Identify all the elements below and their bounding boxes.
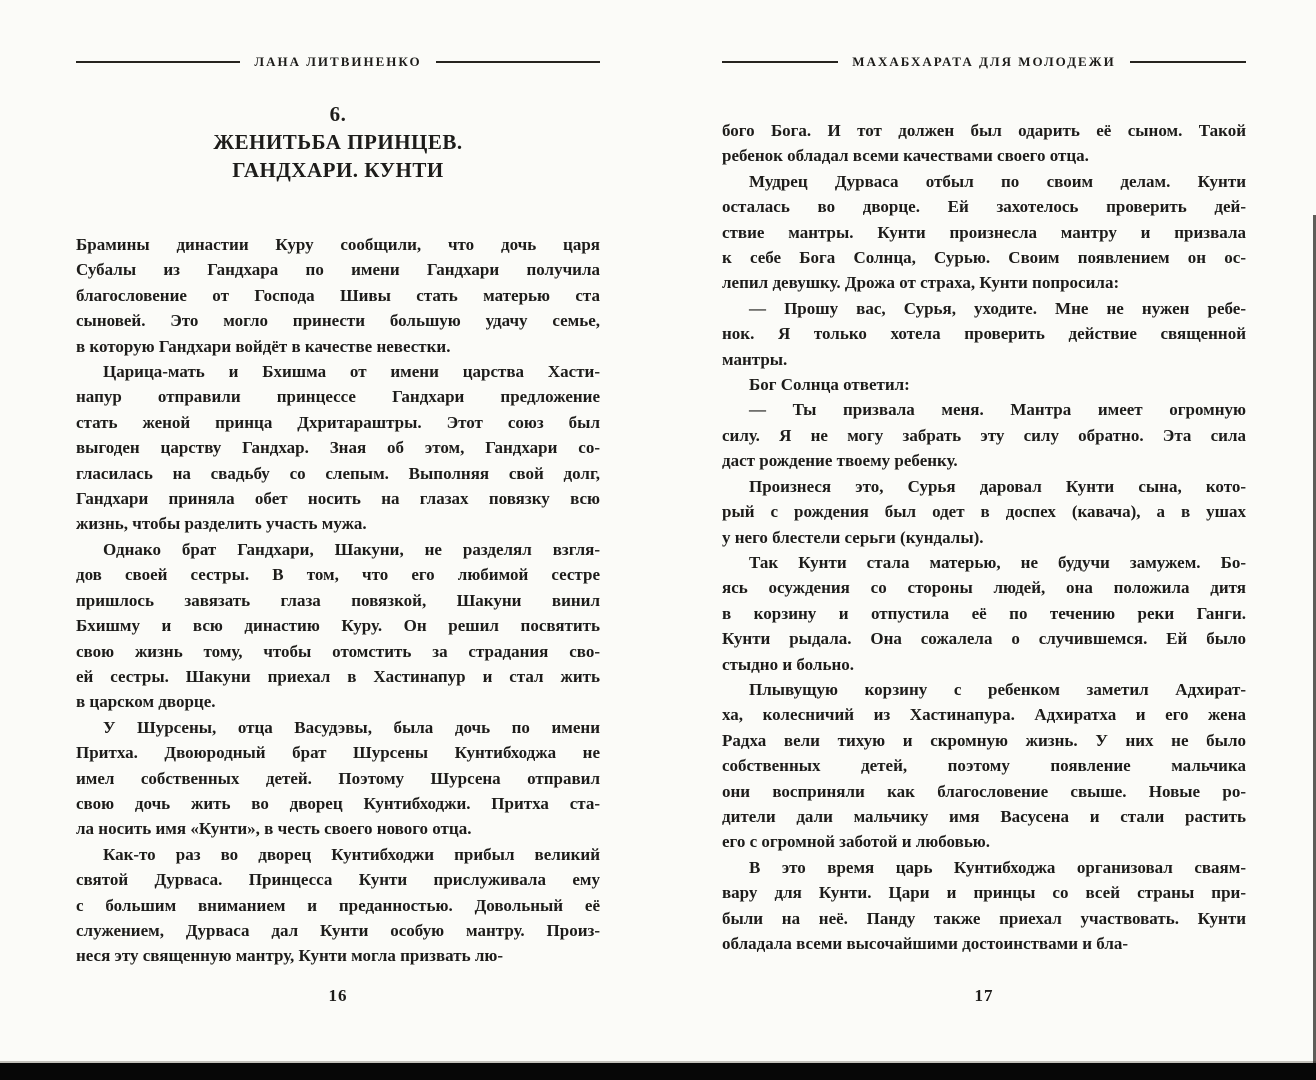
page-left [76,0,600,1080]
text-line: свою жизнь тому, чтобы отомстить за страдания сво- [76,641,600,661]
text-line: Так Кунти стала матерью, не будучи замужем. Бо- [749,552,1246,572]
text-line: напур отправили принцессе Гандхари предложение [76,387,600,407]
text-line: благословение от Господа Шивы стать матерью ста [76,285,600,305]
author-name: ЛАНА ЛИТВИНЕНКО [254,54,422,69]
text-line: были на неё. Панду также приехал участвовать. Кунти [722,908,1246,928]
page-right [722,0,1246,1080]
text-line: нок. Я только хотела проверить действие священной [722,324,1246,344]
text-line: у него блестели серьги (кундалы). [722,527,984,547]
paragraph [76,715,600,842]
text-line: сыновей. Это могло принести большую удачу семье, [76,311,600,331]
text-line: бого Бога. И тот должен был одарить её сыном. Такой [722,121,1246,140]
paragraph [722,474,1246,550]
paragraph [722,550,1246,677]
text-line: Радха вели тихую и скромную жизнь. У них не было [722,730,1246,750]
text-line: Субалы из Гандхара по имени Гандхари получила [76,260,600,280]
left-page-text [76,232,600,969]
text-line: служением, Дурваса дал Кунти особую мантру. Произ- [76,920,600,940]
text-line: выгоден царству Гандхар. Зная об этом, Гандхари со- [76,438,600,458]
text-line: Бхишму и всю династию Куру. Он решил посвятить [76,616,600,636]
text-line: к себе Бога Солнца, Сурью. Своим появлением он ос- [722,248,1246,268]
text-line: Однако брат Гандхари, Шакуни, не разделял взгля- [103,539,600,559]
text-line: ствие мантры. Кунти произнесла мантру и призвала [722,222,1246,242]
chapter-title-line1: ЖЕНИТЬБА ПРИНЦЕВ. [213,130,463,154]
running-header-left [76,54,600,70]
right-page-text [722,118,1246,956]
text-line: силу. Я не могу забрать эту силу обратно. Эта сила [722,425,1246,445]
paragraph [722,372,1246,397]
text-line: ла носить имя «Кунти», в честь своего нового отца. [76,819,472,839]
text-line: стыдно и больно. [722,654,854,674]
text-line: жизнь, чтобы разделить участь мужа. [76,514,367,534]
text-line: святой Дурваса. Принцесса Кунти прислуживала ему [76,870,600,890]
header-rule-right [436,61,600,63]
text-line: ребенок обладал всеми качествами своего отца. [722,146,1089,166]
text-line: рый с рождения был одет в доспех (кавача), а в ушах [722,502,1246,522]
text-line: неся эту священную мантру, Кунти могла призвать лю- [76,946,504,966]
chapter-number: 6. [329,102,347,126]
chapter-title-line2: ГАНДХАРИ. КУНТИ [232,158,444,182]
text-line: — Прошу вас, Сурья, уходите. Мне не нужен ребе- [749,298,1246,318]
text-line: Бог Солнца ответил: [749,375,910,395]
text-line: в корзину и отпустила её по течению реки Ганги. [722,603,1246,623]
paragraph [76,537,600,715]
paragraph [722,397,1246,473]
text-line: обладала всеми высочайшими достоинствами и бла- [722,934,1129,953]
text-line: Кунти рыдала. Она сожалела о случившемся. Ей было [722,629,1246,649]
text-line: в которую Гандхари войдёт в качестве невестки. [76,336,451,356]
book-title: МАХАБХАРАТА ДЛЯ МОЛОДЕЖИ [852,54,1116,69]
paragraph [722,169,1246,296]
text-line: У Шурсены, отца Васудэвы, была дочь по имени [103,717,600,737]
text-line: даст рождение твоему ребенку. [722,451,958,471]
text-line: гласилась на свадьбу со слепым. Выполняя свой долг, [76,463,600,483]
paragraph [722,296,1246,372]
text-line: дов своей сестры. В том, что его любимой сестре [76,565,600,585]
text-line: вару для Кунти. Цари и принцы со всей страны при- [722,883,1246,903]
header-rule-right [1130,61,1246,63]
text-line: ха, колесничий из Хастинапура. Адхиратха и его жена [722,705,1246,725]
paragraph [722,118,1246,169]
chapter-heading [76,100,600,184]
paragraph [76,842,600,969]
text-line: собственных детей, поэтому появление мальчика [722,756,1246,776]
text-line: Гандхари приняла обет носить на глазах повязку всю [76,489,600,509]
text-line: Мудрец Дурваса отбыл по своим делам. Кунти [749,171,1246,191]
header-rule-left [76,61,240,63]
running-header-right [722,54,1246,70]
text-line: Царица-мать и Бхишма от имени царства Хасти- [103,362,600,382]
text-line: его с огромной заботой и любовью. [722,832,991,852]
paragraph [722,855,1246,957]
text-line: Притха. Двоюродный брат Шурсены Кунтибходжа не [76,743,600,763]
text-line: Произнеся это, Сурья даровал Кунти сына, кото- [749,476,1246,496]
page-number-left: 16 [328,986,348,1005]
text-line: ясь осуждения со стороны людей, она положила дитя [722,578,1246,598]
text-line: дители дали мальчику имя Васусена и стали растить [722,806,1246,826]
text-line: стать женой принца Дхритараштры. Этот союз был [76,412,600,432]
paragraph [76,359,600,537]
text-line: с большим вниманием и преданностью. Довольный её [76,895,600,915]
paragraph [722,677,1246,855]
scan-edge-bottom [0,1063,1316,1080]
text-line: имел собственных детей. Поэтому Шурсена отправил [76,768,600,788]
text-line: в царском дворце. [76,692,216,712]
paragraph [76,232,600,359]
text-line: лепил девушку. Дрожа от страха, Кунти попросила: [722,273,1120,293]
text-line: Брамины династии Куру сообщили, что дочь царя [76,235,600,254]
header-rule-left [722,61,838,63]
text-line: осталась во дворце. Ей захотелось проверить дей- [722,197,1246,217]
text-line: — Ты призвала меня. Мантра имеет огромную [749,400,1246,420]
text-line: ей сестры. Шакуни приехал в Хастинапур и стал жить [76,666,600,686]
text-line: пришлось завязать глаза повязкой, Шакуни винил [76,590,600,610]
text-line: Как-то раз во дворец Кунтибходжи прибыл великий [103,844,600,864]
text-line: Плывущую корзину с ребенком заметил Адхират- [749,679,1246,699]
text-line: В это время царь Кунтибходжа организовал сваям- [749,857,1246,877]
text-line: мантры. [722,349,788,369]
text-line: они восприняли как благословение свыше. Новые ро- [722,781,1246,801]
text-line: свою дочь жить во дворец Кунтибходжи. Притха ста- [76,793,600,813]
page-number-right: 17 [974,986,994,1005]
